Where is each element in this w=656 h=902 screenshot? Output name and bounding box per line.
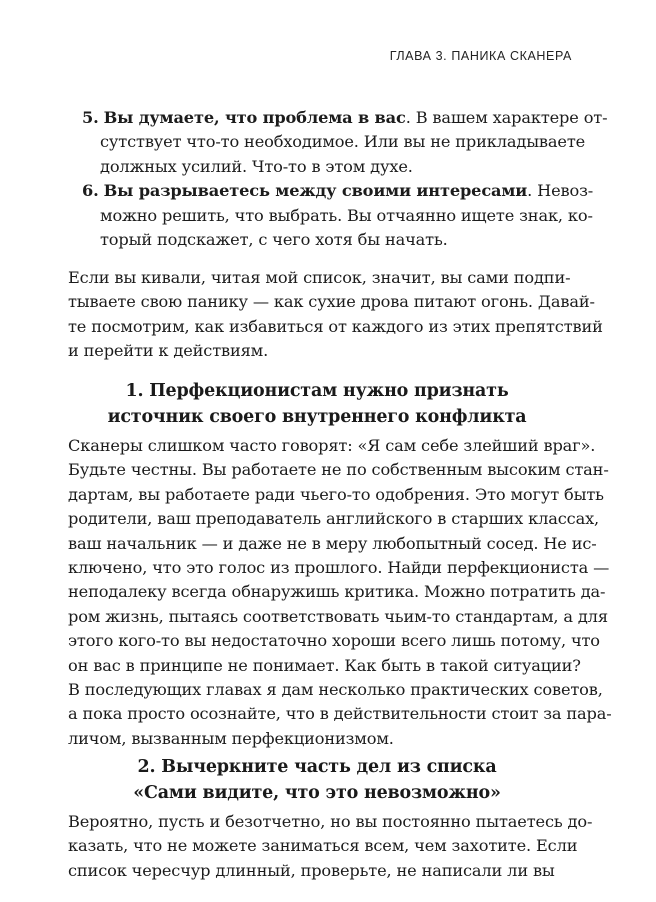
section-heading-1 (68, 378, 566, 430)
text-line: родители, ваш преподаватель английского в старших классах, (68, 509, 600, 529)
text-line: ключено, что это голос из прошлого. Найди перфекциониста — (68, 558, 610, 578)
text-line: Будьте честны. Вы работаете не по собственным высоким стан- (68, 460, 609, 480)
list-number: 5. (82, 108, 99, 127)
text-line: а пока просто осознайте, что в действительности стоит за пара- (68, 704, 612, 724)
list-item-text: должных усилий. Что-то в этом духе. (100, 156, 413, 176)
text-line: ром жизнь, пытаясь соответствовать чьим-то стандартам, а для (68, 606, 608, 626)
heading-line: источник своего внутреннего конфликта (107, 407, 527, 427)
list-item-text: . В вашем характере от- (405, 108, 608, 127)
section-heading-2 (68, 754, 566, 806)
numbered-list (68, 106, 608, 252)
text-line: казать, что не можете заниматься всем, чем захотите. Если (68, 836, 578, 856)
list-item-6 (68, 179, 594, 252)
list-number: 6. (82, 181, 99, 201)
text-line: личом, вызванным перфекционизмом. (68, 728, 394, 748)
section-1-body (68, 434, 612, 751)
text-line: Вероятно, пусть и безотчетно, но вы постоянно пытаетесь до- (68, 812, 593, 831)
text-line: Если вы кивали, читая мой список, значит, вы сами подпи- (68, 268, 571, 287)
running-head: ГЛАВА 3. ПАНИКА СКАНЕРА (389, 49, 572, 63)
heading-line: 1. Перфекционистам нужно признать (125, 381, 509, 401)
heading-line: 2. Вычеркните часть дел из списка (137, 757, 497, 777)
list-item-title: Вы разрываетесь между своими интересами (103, 181, 528, 201)
section-2-body (68, 810, 593, 883)
text-line: неподалеку всегда обнаружишь критика. Можно потратить да- (68, 582, 606, 602)
text-line: и перейти к действиям. (68, 341, 269, 361)
text-line: Сканеры слишком часто говорят: «Я сам себе злейший враг». (68, 436, 596, 455)
text-line: он вас в принципе не понимает. Как быть в такой ситуации? (68, 655, 581, 675)
text-line: этого кого-то вы недостаточно хороши всего лишь потому, что (68, 631, 600, 651)
list-item-text: торый подскажет, с чего хотя бы начать. (100, 230, 448, 250)
text-line: те посмотрим, как избавиться от каждого из этих препятствий (68, 316, 603, 336)
list-item-text: можно решить, что выбрать. Вы отчаянно ищете знак, ко- (100, 205, 593, 225)
text-line: В последующих главах я дам несколько практических советов, (68, 680, 603, 700)
text-line: тываете свою панику — как сухие дрова питают огонь. Давай- (68, 292, 595, 312)
list-item-text: сутствует что-то необходимое. Или вы не прикладываете (100, 132, 586, 152)
text-line: список чересчур длинный, проверьте, не написали ли вы (68, 860, 555, 880)
list-item-title: Вы думаете, что проблема в вас (103, 108, 406, 127)
heading-line: «Сами видите, что это невозможно» (133, 783, 501, 803)
list-item-5 (68, 106, 608, 179)
text-line: ваш начальник — и даже не в меру любопытный сосед. Не ис- (68, 533, 597, 553)
text-line: дартам, вы работаете ради чьего-то одобрения. Это могут быть (68, 484, 604, 504)
paragraph-intro (68, 266, 603, 364)
list-item-text: . Невоз- (527, 181, 594, 201)
